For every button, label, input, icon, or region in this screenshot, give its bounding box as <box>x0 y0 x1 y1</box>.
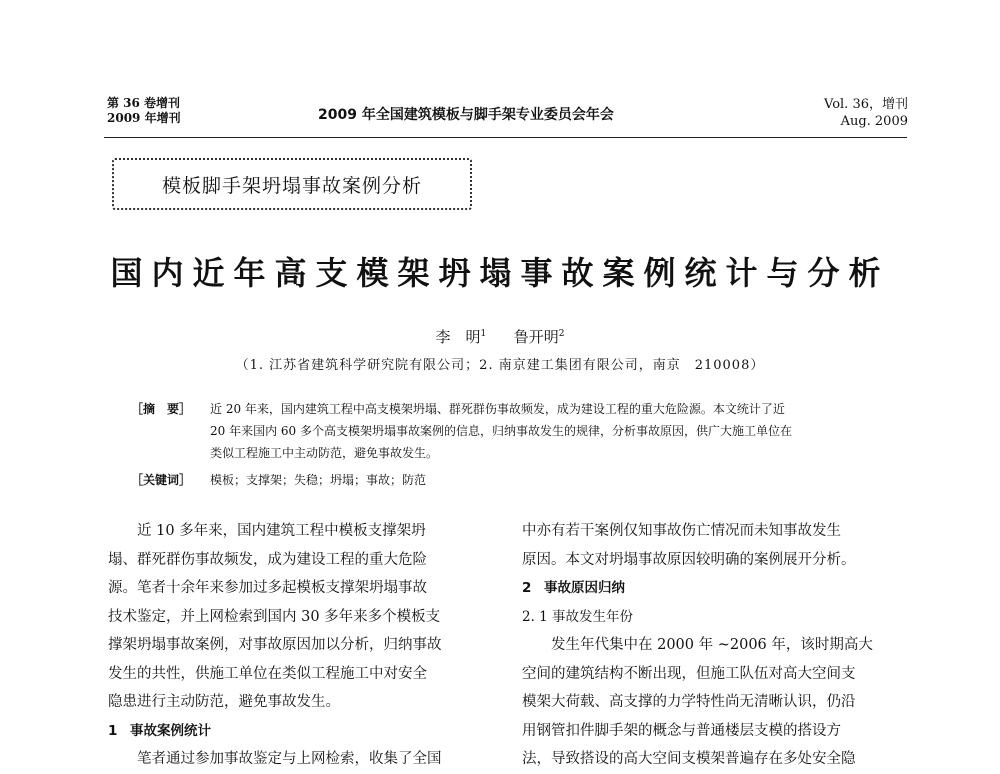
section-title: 事故案例统计 <box>130 722 211 739</box>
affiliation: （1. 江苏省建筑科学研究院有限公司；2. 南京建工集团有限公司，南京 210008） <box>235 358 765 373</box>
section-number: 1 <box>108 722 118 739</box>
abstract-label: ［摘 要］ <box>131 402 192 416</box>
column-tag: 模板脚手架坍塌事故案例分析 <box>161 174 422 197</box>
subsection-heading-2-1 <box>522 603 877 632</box>
body-line: 中亦有若干案例仅知事故伤亡情况而未知事故发生 <box>522 523 841 539</box>
left-column <box>108 517 463 774</box>
body-line: 撑架坍塌事故案例，对事故原因加以分析，归纳事故 <box>108 637 442 653</box>
conference-title: 2009 年全国建筑模板与脚手架专业委员会年会 <box>318 107 614 123</box>
volume-label-en: Vol. 36，增刊 <box>824 97 908 112</box>
body-line: 隐患进行主动防范，避免事故发生。 <box>108 694 340 710</box>
body-line: 源。笔者十余年来参加过多起模板支撑架坍塌事故 <box>108 580 427 596</box>
abstract-line: 近 20 年来，国内建筑工程中高支模架坍塌、群死群伤事故频发，成为建设工程的重大危险源。本文统计了近 <box>210 402 785 416</box>
journal-volume-info-en <box>824 96 908 130</box>
body-line: 发生的共性，供施工单位在类似工程施工中对安全 <box>108 665 427 682</box>
author-1: 李 明 <box>435 328 481 346</box>
section-heading-1 <box>108 717 463 746</box>
abstract-text <box>210 398 911 464</box>
body-line: 用钢管扣件脚手架的概念与普通楼层支模的搭设方 <box>522 722 841 739</box>
volume-label: 第 36 卷增刊 <box>107 96 181 110</box>
abstract <box>131 398 911 464</box>
date-label-en: Aug. 2009 <box>840 114 908 129</box>
article-title: 国内近年高支模架坍塌事故案例统计与分析 <box>110 254 890 292</box>
section-title: 事故原因归纳 <box>544 580 625 596</box>
subsection-title: 事故发生年份 <box>552 608 633 625</box>
section-heading-2 <box>522 574 877 603</box>
body-line: 空间的建筑结构不断出现，但施工队伍对高大空间支 <box>522 665 856 682</box>
body-line: 法，导致搭设的高大空间支模架普遍存在多处安全隐 <box>522 751 856 767</box>
author-1-affil-mark: 1 <box>480 329 487 339</box>
body-line: 技术鉴定，并上网检索到国内 30 多年来多个模板支 <box>108 608 441 625</box>
header-rule <box>104 137 907 138</box>
body-line: 模架大荷载、高支撑的力学特性尚无清晰认识，仍沿 <box>522 694 856 710</box>
abstract-line: 类似工程施工中主动防范，避免事故发生。 <box>210 446 439 460</box>
year-label: 2009 年增刊 <box>107 111 181 125</box>
author-2-affil-mark: 2 <box>558 329 565 339</box>
body-line: 发生年代集中在 2000 年 ~2006 年，该时期高大 <box>551 637 873 653</box>
column-tag-box <box>112 158 472 210</box>
abstract-line: 20 年来国内 60 多个高支模架坍塌事故案例的信息，归纳事故发生的规律，分析事故原因，供广大施工单位在 <box>210 424 792 438</box>
subsection-number: 2. 1 <box>522 608 548 625</box>
author-2: 鲁开明 <box>513 328 559 346</box>
right-column <box>522 517 877 774</box>
keywords-text: 模板；支撑架；失稳；坍塌；事故；防范 <box>210 473 427 487</box>
keywords <box>131 469 911 491</box>
section-number: 2 <box>522 580 532 596</box>
journal-volume-info <box>107 96 181 126</box>
body-line: 原因。本文对坍塌事故原因较明确的案例展开分析。 <box>522 551 856 568</box>
keywords-label: ［关键词］ <box>131 473 192 487</box>
body-line: 近 10 多年来，国内建筑工程中模板支撑架坍 <box>137 523 426 539</box>
body-line: 笔者通过参加事故鉴定与上网检索，收集了全国 <box>137 751 442 767</box>
body-line: 塌、群死群伤事故频发，成为建设工程的重大危险 <box>108 551 427 568</box>
authors <box>0 326 1000 347</box>
